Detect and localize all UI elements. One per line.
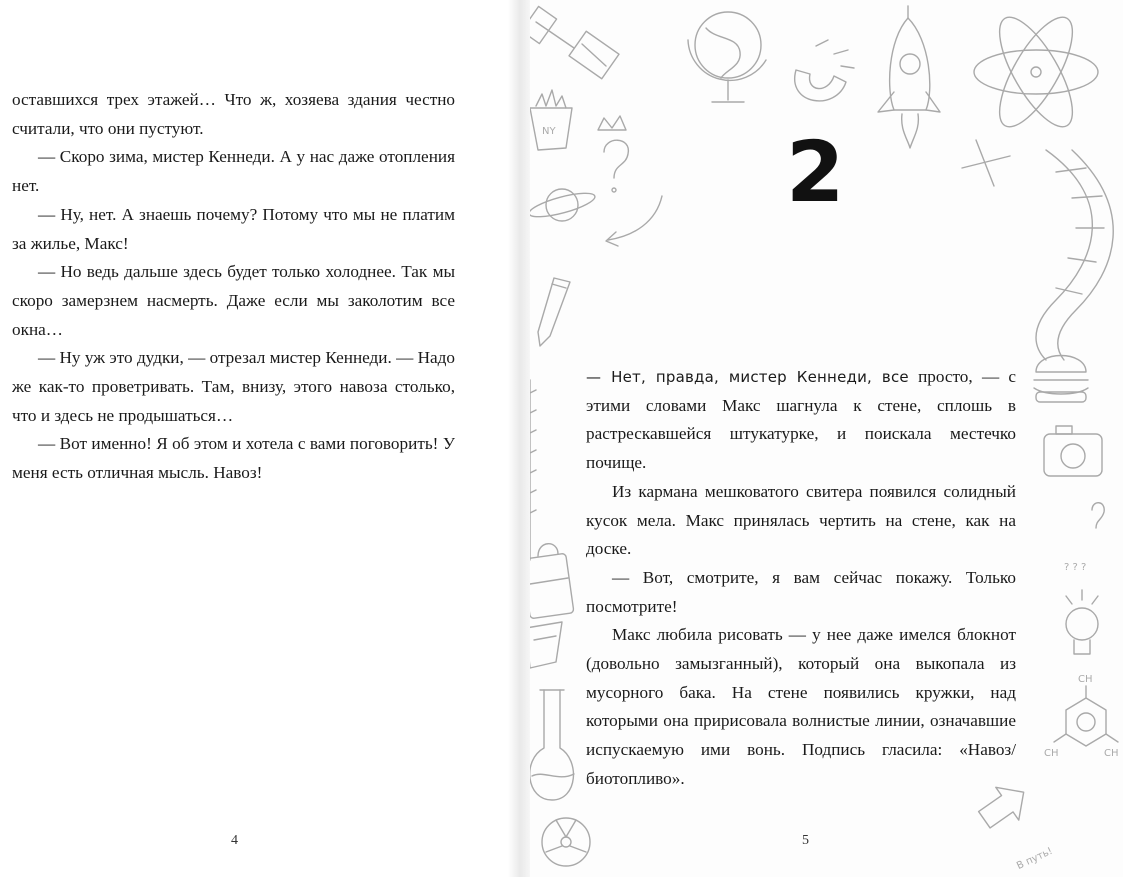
stool-icon [526,622,562,668]
benzene-label: CH [1044,748,1059,759]
satellite-icon [521,6,619,78]
chapter-first-line: — Нет, правда, мистер Кеннеди, все [586,368,909,386]
right-page-text [586,363,1016,794]
radiation-icon [542,818,590,866]
magnet-icon [795,40,854,101]
lightbulb-icon [1066,590,1098,654]
burger-icon [1034,356,1088,403]
atom-icon [974,7,1098,136]
paragraph: — Ну, нет. А знаешь почему? Потому что мы не платим за жилье, Макс! [12,204,455,253]
rocket-icon [878,6,940,148]
page-number-left: 4 [231,833,238,848]
paragraph-rest: просто, — с этими словами Макс шагнула к стене, сплошь в растрескавшейся штукатурке, и поискала местечко почище. [586,367,1017,473]
question-marks-icon [1064,503,1104,573]
benzene-label: CH [1078,674,1093,685]
chapter-number: 2 [786,123,845,221]
benzene-label: CH [1104,748,1119,759]
paragraph: — Ну уж это дудки, — отрезал мистер Кеннеди. — Надо же как-то проветривать. Там, внизу, этого навоза столько, что и здесь не продышаться… [12,348,455,425]
book-gutter [508,0,530,877]
planet-icon [527,188,597,221]
arrow-label: В путь! [1015,845,1055,872]
paragraph: — Но ведь дальше здесь будет только холоднее. Так мы скоро замерзнем насмерть. Даже если мы заколотим все окна… [12,262,455,339]
question-mark-icon [598,116,628,192]
benzene-icon [1044,674,1119,759]
flask-icon [530,690,574,800]
paragraph: оставшихся трех этажей… Что ж, хозяева здания честно считали, что они пустуют. [12,90,455,138]
pencil-icon [538,278,570,346]
paragraph: — Вот именно! Я об этом и хотела с вами поговорить! У меня есть отличная мысль. Навоз! [12,434,455,483]
paragraph [586,363,1016,478]
paragraph: — Скоро зима, мистер Кеннеди. А у нас даже отопления нет. [12,147,455,196]
dna-icon [1036,150,1113,360]
page-number-right: 5 [802,833,809,848]
camera-icon [1044,426,1102,476]
question-marks-label: ? ? ? [1064,562,1087,573]
crosshair-icon [962,140,1010,186]
globe-icon [688,12,766,102]
fries-box-icon [530,90,572,150]
left-page-text [12,86,455,488]
paragraph: Из кармана мешковатого свитера появился солидный кусок мела. Макс принялась чертить на стене, как на доске. [586,481,1016,559]
right-page [516,0,1123,877]
paragraph: Макс любила рисовать — у нее даже имелся блокнот (довольно замызганный), который она выкопала из мусорного бака. На стене появились кружки, над которыми она пририсовала волнистые линии, означавшие испускаемую ими вонь. Подпись гласила: «Навоз/биотопливо». [586,625,1016,788]
fries-box-label: NY [542,126,556,137]
paragraph: — Вот, смотрите, я вам сейчас покажу. Только посмотрите! [586,567,1016,616]
curved-arrow-icon [606,196,662,246]
left-page [0,0,516,877]
